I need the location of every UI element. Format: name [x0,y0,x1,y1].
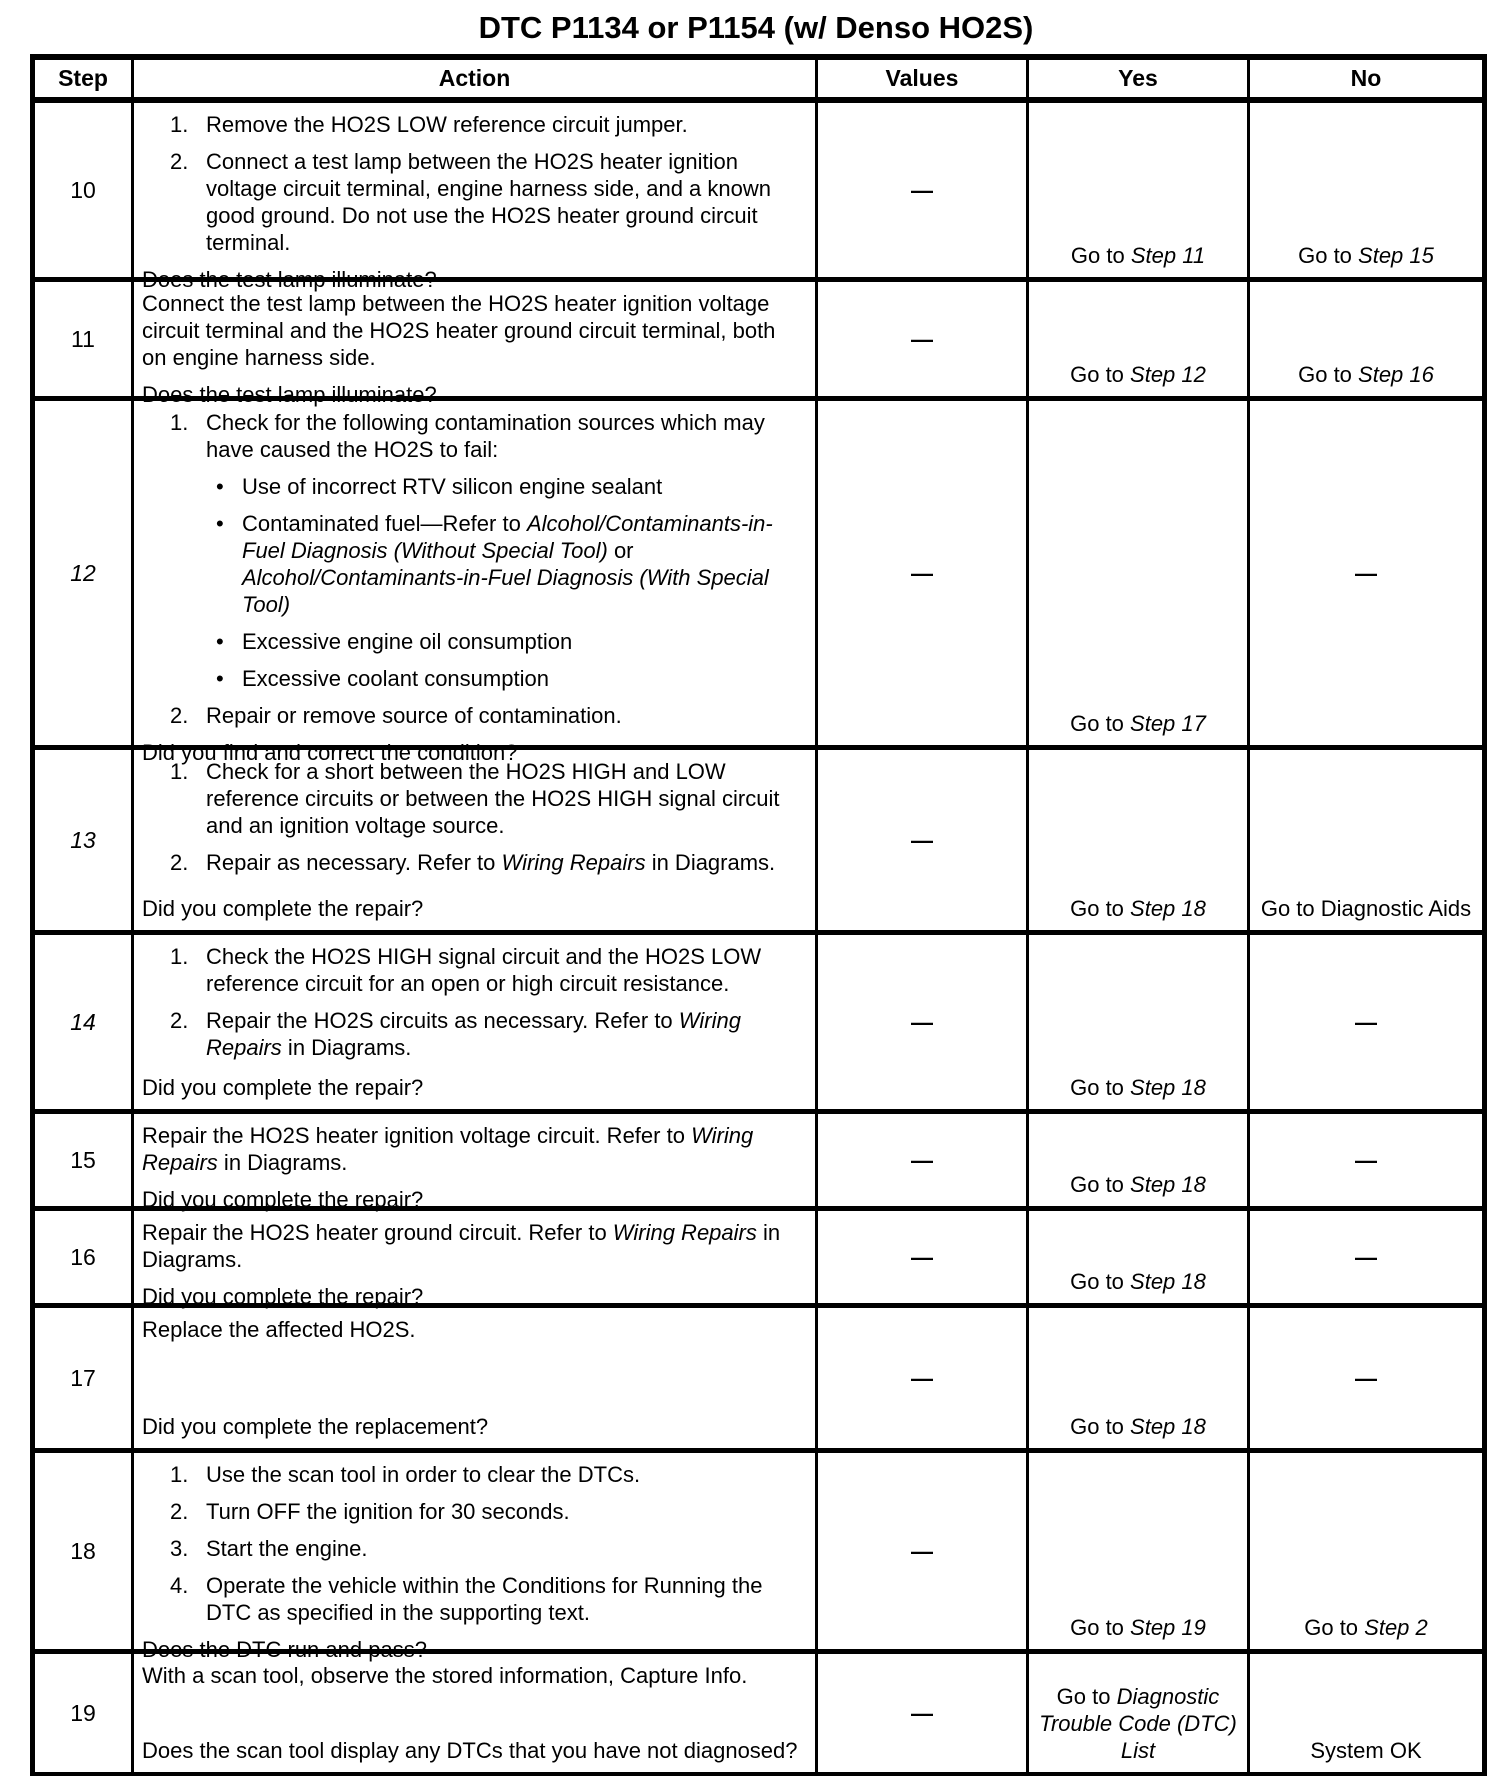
text-segment: Repair the HO2S heater ground circuit. Refer to [142,1220,613,1245]
text-segment: Go to [1070,1269,1131,1294]
action-cell [133,933,817,1112]
no-cell [1249,1209,1485,1306]
item-text [206,1498,805,1525]
bullet-icon: • [216,629,224,654]
values-cell [817,1306,1028,1451]
action-question: Did you find and correct the condition? [142,740,518,765]
text-segment: in Diagrams. [281,1035,412,1060]
item-text [206,111,805,138]
numbered-action-item [142,1535,805,1562]
col-header-no: No [1249,57,1485,100]
step-number-cell: 19 [33,1652,133,1775]
action-content [142,1459,805,1662]
italic-reference-text: Step 18 [1130,1269,1206,1294]
item-number: 1. [170,410,189,435]
text-segment: Repair or remove source of contamination. [206,703,622,728]
item-text [206,1535,805,1562]
action-cell [133,100,817,292]
no-cell [1249,280,1485,399]
bullet-icon: • [216,511,224,536]
action-question: Does the scan tool display any DTCs that you have not diagnosed? [142,1738,798,1763]
table-body [33,100,1485,1775]
text-segment: Go to [1070,1615,1131,1640]
italic-reference-text: Step 17 [1130,711,1206,736]
table-row-step-10 [33,100,1485,280]
italic-reference-text: Step 18 [1130,1172,1206,1197]
italic-reference-text: Step 15 [1358,243,1434,268]
text-segment: Go to [1298,243,1359,268]
italic-reference-text: Alcohol/Contaminants-in-Fuel Diagnosis (Without Special Tool) [242,511,773,563]
table-row-step-18 [33,1451,1485,1652]
values-cell [817,399,1028,748]
text-segment: Repair as necessary. Refer to [206,850,502,875]
action-question: Did you complete the repair? [142,1187,424,1212]
step-number-cell: 14 [33,933,133,1112]
bullet-item [142,665,805,692]
italic-reference-text: Step 18 [1130,896,1206,921]
values-cell [817,1451,1028,1652]
yes-cell [1028,748,1249,933]
step-number-cell: 18 [33,1451,133,1652]
action-cell [133,748,817,933]
numbered-action-item [142,758,805,839]
action-text [142,290,805,371]
item-number: 2. [170,1008,189,1033]
italic-reference-text: Wiring Repairs [612,1220,757,1245]
text-segment: Go to [1070,1414,1131,1439]
action-question: Does the test lamp illuminate? [142,267,437,292]
italic-reference-text: Step 18 [1130,1075,1206,1100]
bullet-icon: • [216,666,224,691]
text-segment: Use the scan tool in order to clear the DTCs. [206,1462,641,1487]
action-content [142,1217,805,1309]
bullet-icon: • [216,474,224,499]
yes-cell [1028,1451,1249,1652]
italic-reference-text: Step 18 [1130,1414,1206,1439]
numbered-action-item [142,148,805,256]
action-content [142,756,805,922]
no-cell [1249,399,1485,748]
dash-placeholder: — [911,1700,933,1726]
text-segment: Go to [1304,1615,1365,1640]
text-segment: Operate the vehicle within the Conditions for Running the DTC as specified in the supporting text. [206,1573,763,1625]
text-segment: Go to [1056,1684,1117,1709]
item-text [206,1572,805,1626]
no-cell [1249,1652,1485,1775]
italic-reference-text: Step 11 [1130,243,1206,268]
text-segment: Turn OFF the ignition for 30 seconds. [206,1499,570,1524]
text-segment: Go to [1070,1172,1131,1197]
values-cell [817,100,1028,280]
item-number: 1. [170,759,189,784]
action-content [142,1120,805,1212]
item-number: 1. [170,944,189,969]
table-row-step-11 [33,280,1485,399]
table-row-step-15 [33,1112,1485,1209]
dash-placeholder: — [1355,1365,1377,1391]
text-segment: System OK [1310,1738,1422,1763]
action-question: Did you complete the replacement? [142,1414,489,1439]
item-number: 3. [170,1536,189,1561]
action-question: Did you complete the repair? [142,1284,424,1309]
step-number-cell: 12 [33,399,133,748]
values-cell [817,1209,1028,1306]
numbered-action-item [142,1007,805,1061]
dash-placeholder: — [911,326,933,352]
text-segment: Connect a test lamp between the HO2S heater ignition voltage circuit terminal, engine harness side, and a known good ground. Do not use the HO2S heater ground circuit terminal. [206,149,771,255]
no-cell [1249,1112,1485,1209]
action-content [142,1660,805,1764]
dash-placeholder: — [911,1147,933,1173]
bullet-item [142,628,805,655]
table-header-row [33,57,1485,100]
no-cell [1249,100,1485,280]
yes-cell [1028,1652,1249,1775]
text-segment: Go to [1298,362,1359,387]
text-segment: in Diagrams. [142,1220,781,1272]
text-segment: Repair the HO2S heater ignition voltage circuit. Refer to [142,1123,692,1148]
yes-cell [1028,1209,1249,1306]
item-text [206,702,805,729]
bullet-item [142,510,805,618]
action-cell [133,1112,817,1212]
italic-reference-text: Wiring Repairs [501,850,646,875]
text-segment: Go to [1070,1075,1131,1100]
step-number-cell: 16 [33,1209,133,1306]
item-number: 2. [170,703,189,728]
item-number: 1. [170,112,189,137]
yes-cell [1028,1112,1249,1209]
table-row-step-14 [33,933,1485,1112]
action-cell [133,280,817,407]
item-text [206,1461,805,1488]
italic-reference-text: Step 12 [1130,362,1206,387]
dash-placeholder: — [911,560,933,586]
values-cell [817,1112,1028,1209]
item-number: 2. [170,850,189,875]
col-header-yes: Yes [1028,57,1249,100]
item-number: 1. [170,1462,189,1487]
text-segment: With a scan tool, observe the stored information, Capture Info. [142,1663,748,1688]
values-cell [817,748,1028,933]
yes-cell [1028,1306,1249,1451]
text-segment: Check for a short between the HO2S HIGH and LOW reference circuits or between the HO2S HIGH signal circuit and an ignition voltage source. [206,759,780,838]
dash-placeholder: — [911,1365,933,1391]
yes-cell [1028,399,1249,748]
action-question: Does the test lamp illuminate? [142,382,437,407]
italic-reference-text: Alcohol/Contaminants-in-Fuel Diagnosis (With Special Tool) [242,565,769,617]
step-number-cell: 13 [33,748,133,933]
dtc-diagnostic-table [30,54,1487,1776]
text-segment: Go to Diagnostic Aids [1260,896,1472,921]
numbered-action-item [142,409,805,463]
numbered-action-item [142,849,805,876]
action-question: Did you complete the repair? [142,1075,424,1100]
no-cell [1249,933,1485,1112]
italic-reference-text: Step 19 [1130,1615,1206,1640]
item-text [206,943,805,997]
italic-reference-text: Diagnostic Trouble Code (DTC) List [1039,1684,1237,1763]
numbered-action-item [142,943,805,997]
numbered-action-item [142,111,805,138]
bullet-item [142,473,805,500]
action-content [142,109,805,292]
bullet-text [242,665,805,692]
values-cell [817,1652,1028,1775]
item-number: 2. [170,149,189,174]
action-cell [133,399,817,765]
text-segment: in Diagrams. [645,850,776,875]
numbered-action-item [142,1461,805,1488]
step-number-cell: 15 [33,1112,133,1209]
action-cell [133,1652,817,1775]
action-text [142,1662,805,1689]
dash-placeholder: — [911,1244,933,1270]
action-question: Does the DTC run and pass? [142,1637,427,1662]
yes-cell [1028,100,1249,280]
item-text [206,849,805,876]
item-text [206,148,805,256]
action-text [142,1219,805,1273]
action-text [142,1122,805,1176]
text-segment: Replace the affected HO2S. [142,1317,416,1342]
text-segment: Go to [1070,362,1131,387]
bullet-text [242,510,805,618]
action-cell [133,1451,817,1662]
table-row-step-16 [33,1209,1485,1306]
no-cell [1249,1451,1485,1652]
dash-placeholder: — [1355,1009,1377,1035]
step-number-cell: 10 [33,100,133,280]
italic-reference-text: Wiring Repairs [206,1008,741,1060]
bullet-text [242,473,805,500]
dash-placeholder: — [1355,1244,1377,1270]
italic-reference-text: Wiring Repairs [142,1123,754,1175]
text-segment: Connect the test lamp between the HO2S heater ignition voltage circuit terminal and the HO2S heater ground circuit terminal, both on engine harness side. [142,291,776,370]
dash-placeholder: — [1355,560,1377,586]
col-header-step: Step [33,57,133,100]
numbered-action-item [142,1572,805,1626]
values-cell [817,280,1028,399]
action-text [142,1316,805,1343]
item-number: 2. [170,1499,189,1524]
text-segment: Contaminated fuel—Refer to [242,511,527,536]
dash-placeholder: — [1355,1147,1377,1173]
text-segment: Go to [1070,896,1131,921]
action-cell [133,1306,817,1451]
action-content [142,941,805,1101]
yes-cell [1028,280,1249,399]
text-segment: Go to [1070,711,1131,736]
dash-placeholder: — [911,1009,933,1035]
table-row-step-12 [33,399,1485,748]
dash-placeholder: — [911,177,933,203]
action-content [142,407,805,765]
dash-placeholder: — [911,1538,933,1564]
page-title: DTC P1134 or P1154 (w/ Denso HO2S) [478,10,1034,45]
text-segment: Go to [1070,243,1131,268]
values-cell [817,933,1028,1112]
action-cell [133,1209,817,1309]
italic-reference-text: Step 2 [1364,1615,1428,1640]
item-text [206,1007,805,1061]
text-segment: Excessive coolant consumption [242,666,549,691]
col-header-action: Action [133,57,817,100]
no-cell [1249,1306,1485,1451]
italic-reference-text: Step 16 [1358,362,1434,387]
text-segment: or [607,538,634,563]
table-row-step-13 [33,748,1485,933]
table-row-step-19 [33,1652,1485,1775]
numbered-action-item [142,1498,805,1525]
text-segment: Check the HO2S HIGH signal circuit and the HO2S LOW reference circuit for an open or high circuit resistance. [206,944,762,996]
table-row-step-17 [33,1306,1485,1451]
item-text [206,758,805,839]
col-header-values: Values [817,57,1028,100]
text-segment: Check for the following contamination sources which may have caused the HO2S to fail: [206,410,765,462]
action-question: Did you complete the repair? [142,896,424,921]
no-cell [1249,748,1485,933]
action-content [142,1314,805,1440]
bullet-text [242,628,805,655]
action-content [142,288,805,407]
item-text [206,409,805,463]
item-number: 4. [170,1573,189,1598]
step-number-cell: 11 [33,280,133,399]
dash-placeholder: — [911,827,933,853]
text-segment: Excessive engine oil consumption [242,629,573,654]
text-segment: Remove the HO2S LOW reference circuit jumper. [206,112,688,137]
text-segment: Use of incorrect RTV silicon engine sealant [242,474,663,499]
numbered-action-item [142,702,805,729]
table-header [33,57,1485,100]
step-number-cell: 17 [33,1306,133,1451]
text-segment: Start the engine. [206,1536,368,1561]
text-segment: in Diagrams. [217,1150,348,1175]
yes-cell [1028,933,1249,1112]
text-segment: Repair the HO2S circuits as necessary. Refer to [206,1008,679,1033]
